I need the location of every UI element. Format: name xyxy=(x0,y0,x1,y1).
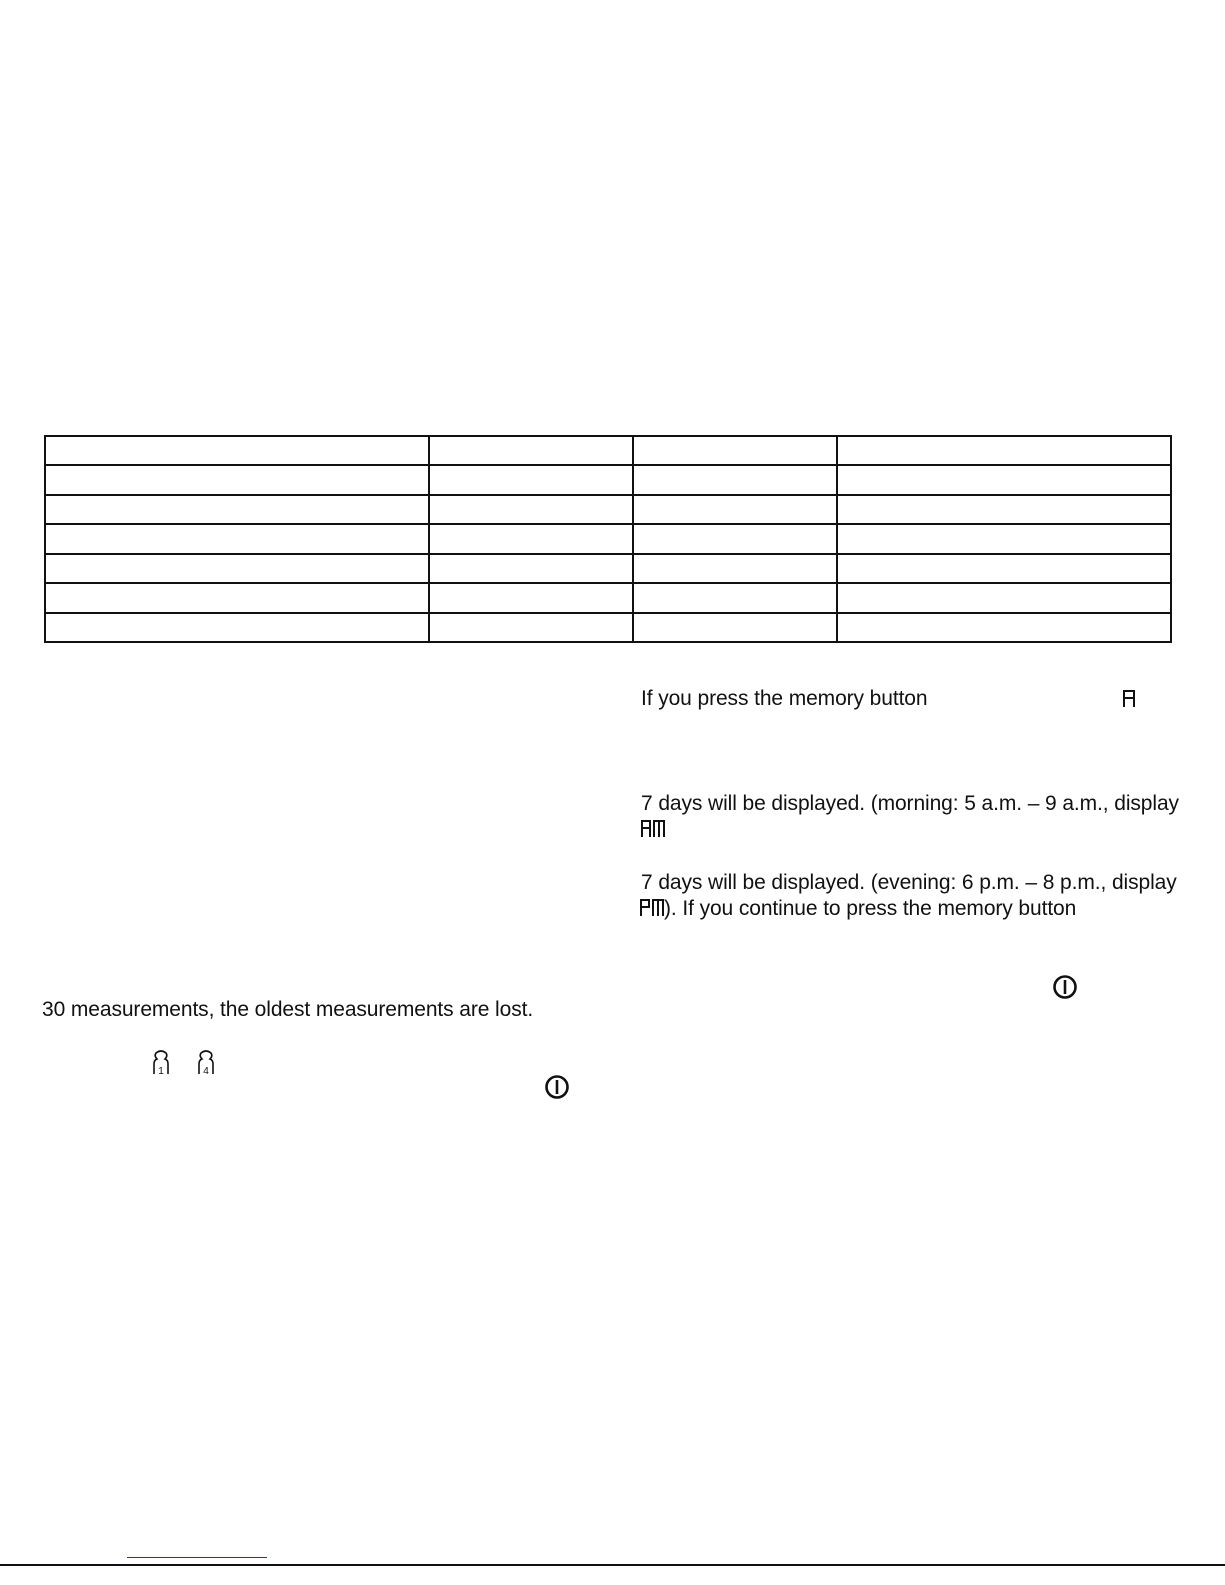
table-cell xyxy=(45,554,429,583)
table-cell xyxy=(837,524,1171,553)
table-cell xyxy=(633,583,837,612)
table-row xyxy=(45,465,1171,494)
table-cell xyxy=(633,436,837,465)
continue-text: ). If you continue to press the memory button xyxy=(664,897,1077,920)
table-row xyxy=(45,436,1171,465)
table-cell xyxy=(45,465,429,494)
table-cell xyxy=(429,583,633,612)
lcd-a-symbol xyxy=(1122,688,1136,708)
footer-rule xyxy=(0,1564,1225,1566)
table-row xyxy=(45,554,1171,583)
table-cell xyxy=(429,554,633,583)
memory-button-text: If you press the memory button xyxy=(641,687,928,710)
user-1-icon xyxy=(150,1050,172,1084)
power-icon-left xyxy=(544,1074,570,1100)
table-cell xyxy=(45,436,429,465)
svg-text:1: 1 xyxy=(158,1066,164,1076)
lcd-am-symbol xyxy=(640,818,666,838)
empty-table xyxy=(44,435,1172,643)
table-cell xyxy=(837,436,1171,465)
table-cell xyxy=(837,613,1171,642)
table-cell xyxy=(837,495,1171,524)
table-cell xyxy=(429,465,633,494)
table-cell xyxy=(429,495,633,524)
table-cell xyxy=(429,524,633,553)
table-cell xyxy=(45,495,429,524)
power-icon xyxy=(1052,974,1078,1000)
svg-text:4: 4 xyxy=(203,1066,209,1076)
table-cell xyxy=(45,583,429,612)
user-4-icon xyxy=(195,1050,217,1084)
lcd-pm-symbol xyxy=(639,897,665,917)
oldest-measurements-text: 30 measurements, the oldest measurements are lost. xyxy=(42,998,534,1021)
table-cell xyxy=(633,465,837,494)
table-row xyxy=(45,495,1171,524)
table-cell xyxy=(633,554,837,583)
table-cell xyxy=(633,524,837,553)
table-cell xyxy=(429,613,633,642)
morning-text: 7 days will be displayed. (morning: 5 a.m. – 9 a.m., display xyxy=(641,792,1179,815)
evening-text: 7 days will be displayed. (evening: 6 p.m. – 8 p.m., display xyxy=(641,871,1177,894)
table-cell xyxy=(837,554,1171,583)
table-cell xyxy=(633,495,837,524)
table-row xyxy=(45,583,1171,612)
table-row xyxy=(45,524,1171,553)
table-cell xyxy=(837,583,1171,612)
table-row xyxy=(45,613,1171,642)
table-cell xyxy=(633,613,837,642)
table-cell xyxy=(45,524,429,553)
table-cell xyxy=(837,465,1171,494)
table-body xyxy=(45,436,1171,642)
table-cell xyxy=(429,436,633,465)
table-cell xyxy=(45,613,429,642)
footer-link-underline[interactable] xyxy=(127,1557,267,1558)
